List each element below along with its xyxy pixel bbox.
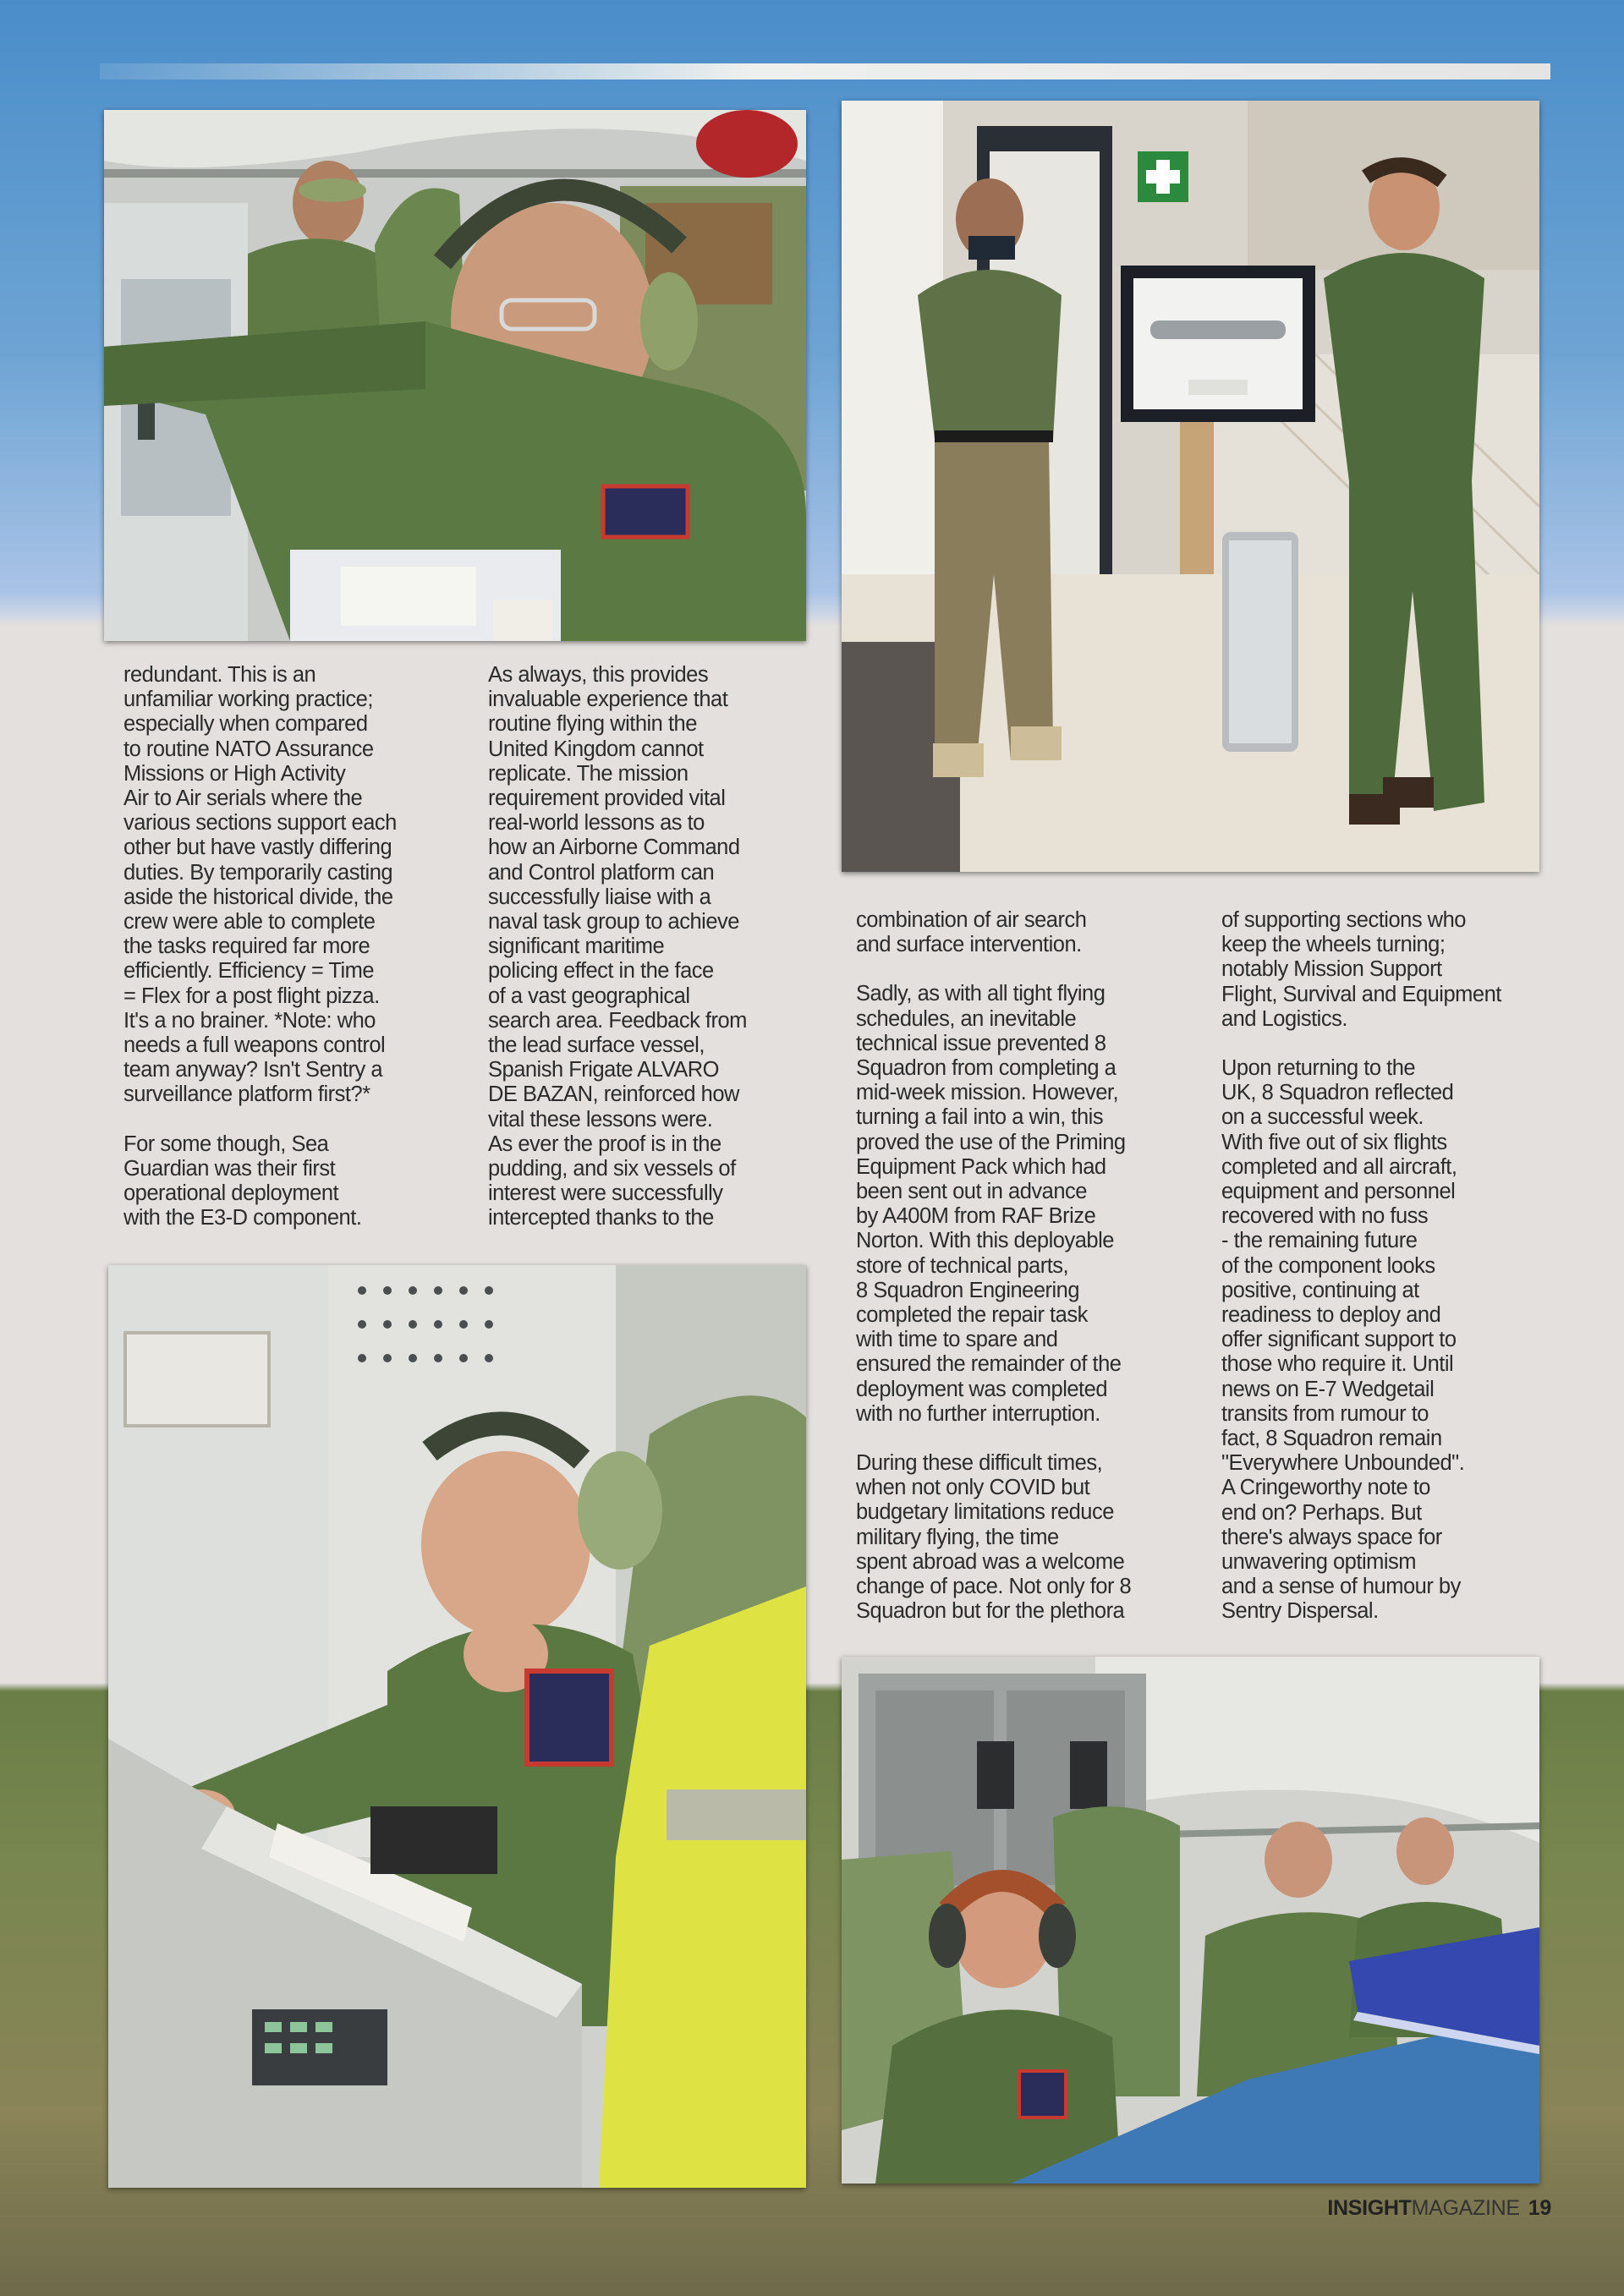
header-accent-bar: [100, 63, 1550, 79]
paragraph: of supporting sections who keep the wheels turning; notably Mission Support Flight, Survival and Equipment and Logistics.: [1221, 908, 1501, 1031]
photo-operator-at-workstation: [108, 1265, 806, 2188]
photo-crew-in-cabin: [842, 1657, 1539, 2184]
text-column-2: [488, 663, 826, 1256]
photo-crew-at-console: [104, 110, 806, 641]
paragraph: redundant. This is an unfamiliar working practice; especially when compared to routine NATO Assurance Missions or High Activity Air to Air serials where the various sections support each other but have vastly differing duties. By temporarily casting aside the historical divide, the crew were able to complete the tasks required far more efficiently. Efficiency = Time = Flex for a post flight pizza. It's a no brainer. *Note: who needs a full weapons control team anyway? Isn't Sentry a surveillance platform first?*: [123, 663, 397, 1107]
paragraph: During these difficult times, when not only COVID but budgetary limitations reduce military flying, the time spent abroad was a welcome change of pace. Not only for 8 Squadron but for the plethora: [856, 1451, 1132, 1624]
paragraph: For some though, Sea Guardian was their first operational deployment with the E3-D component.: [123, 1132, 362, 1230]
paragraph: combination of air search and surface intervention.: [856, 908, 1087, 957]
paragraph: Sadly, as with all tight flying schedules, an inevitable technical issue prevented 8 Squadron from completing a mid-week mission. However, turning a fail into a win, this proved the use of the Priming Equipment Pack which had been sent out in advance by A400M from RAF Brize Norton. With this deployable store of technical parts, 8 Squadron Engineering completed the repair task with time to spare and ensured the remainder of the deployment was completed with no further interruption.: [856, 982, 1126, 1426]
magazine-name-light: MAGAZINE: [1411, 2196, 1520, 2220]
page-footer: [1327, 2196, 1551, 2221]
text-column-1: [123, 663, 462, 1255]
paragraph: Upon returning to the UK, 8 Squadron reflected on a successful week. With five out of six flights completed and all aircraft, equipment and personnel recovered with no fuss - the remaining future of the component looks positive, continuing at readiness to deploy and offer significant support to those who require it. Until news on E-7 Wedgetail transits from rumour to fact, 8 Squadron remain "Everywhere Unbounded". A Cringeworthy note to end on? Perhaps. But there's always space for unwavering optimism and a sense of humour by Sentry Dispersal.: [1221, 1056, 1465, 1624]
magazine-name-bold: INSIGHT: [1327, 2196, 1412, 2220]
text-column-4: [1221, 908, 1560, 1649]
paragraph: As always, this provides invaluable experience that routine flying within the United Kingdom cannot replicate. The mission requirement provided vital real-world lessons as to how an Airborne Command and Control platform can successfully liaise with a naval task group to achieve significant maritime policing effect in the face of a vast geographical search area. Feedback from the lead surface vessel, Spanish Frigate ALVARO DE BAZAN, reinforced how vital these lessons were. As ever the proof is in the pudding, and six vessels of interest were successfully intercepted thanks to the: [488, 663, 747, 1230]
page-number: 19: [1528, 2196, 1551, 2220]
text-column-3: [856, 908, 1194, 1648]
photo-plaque-presentation: [842, 101, 1539, 872]
